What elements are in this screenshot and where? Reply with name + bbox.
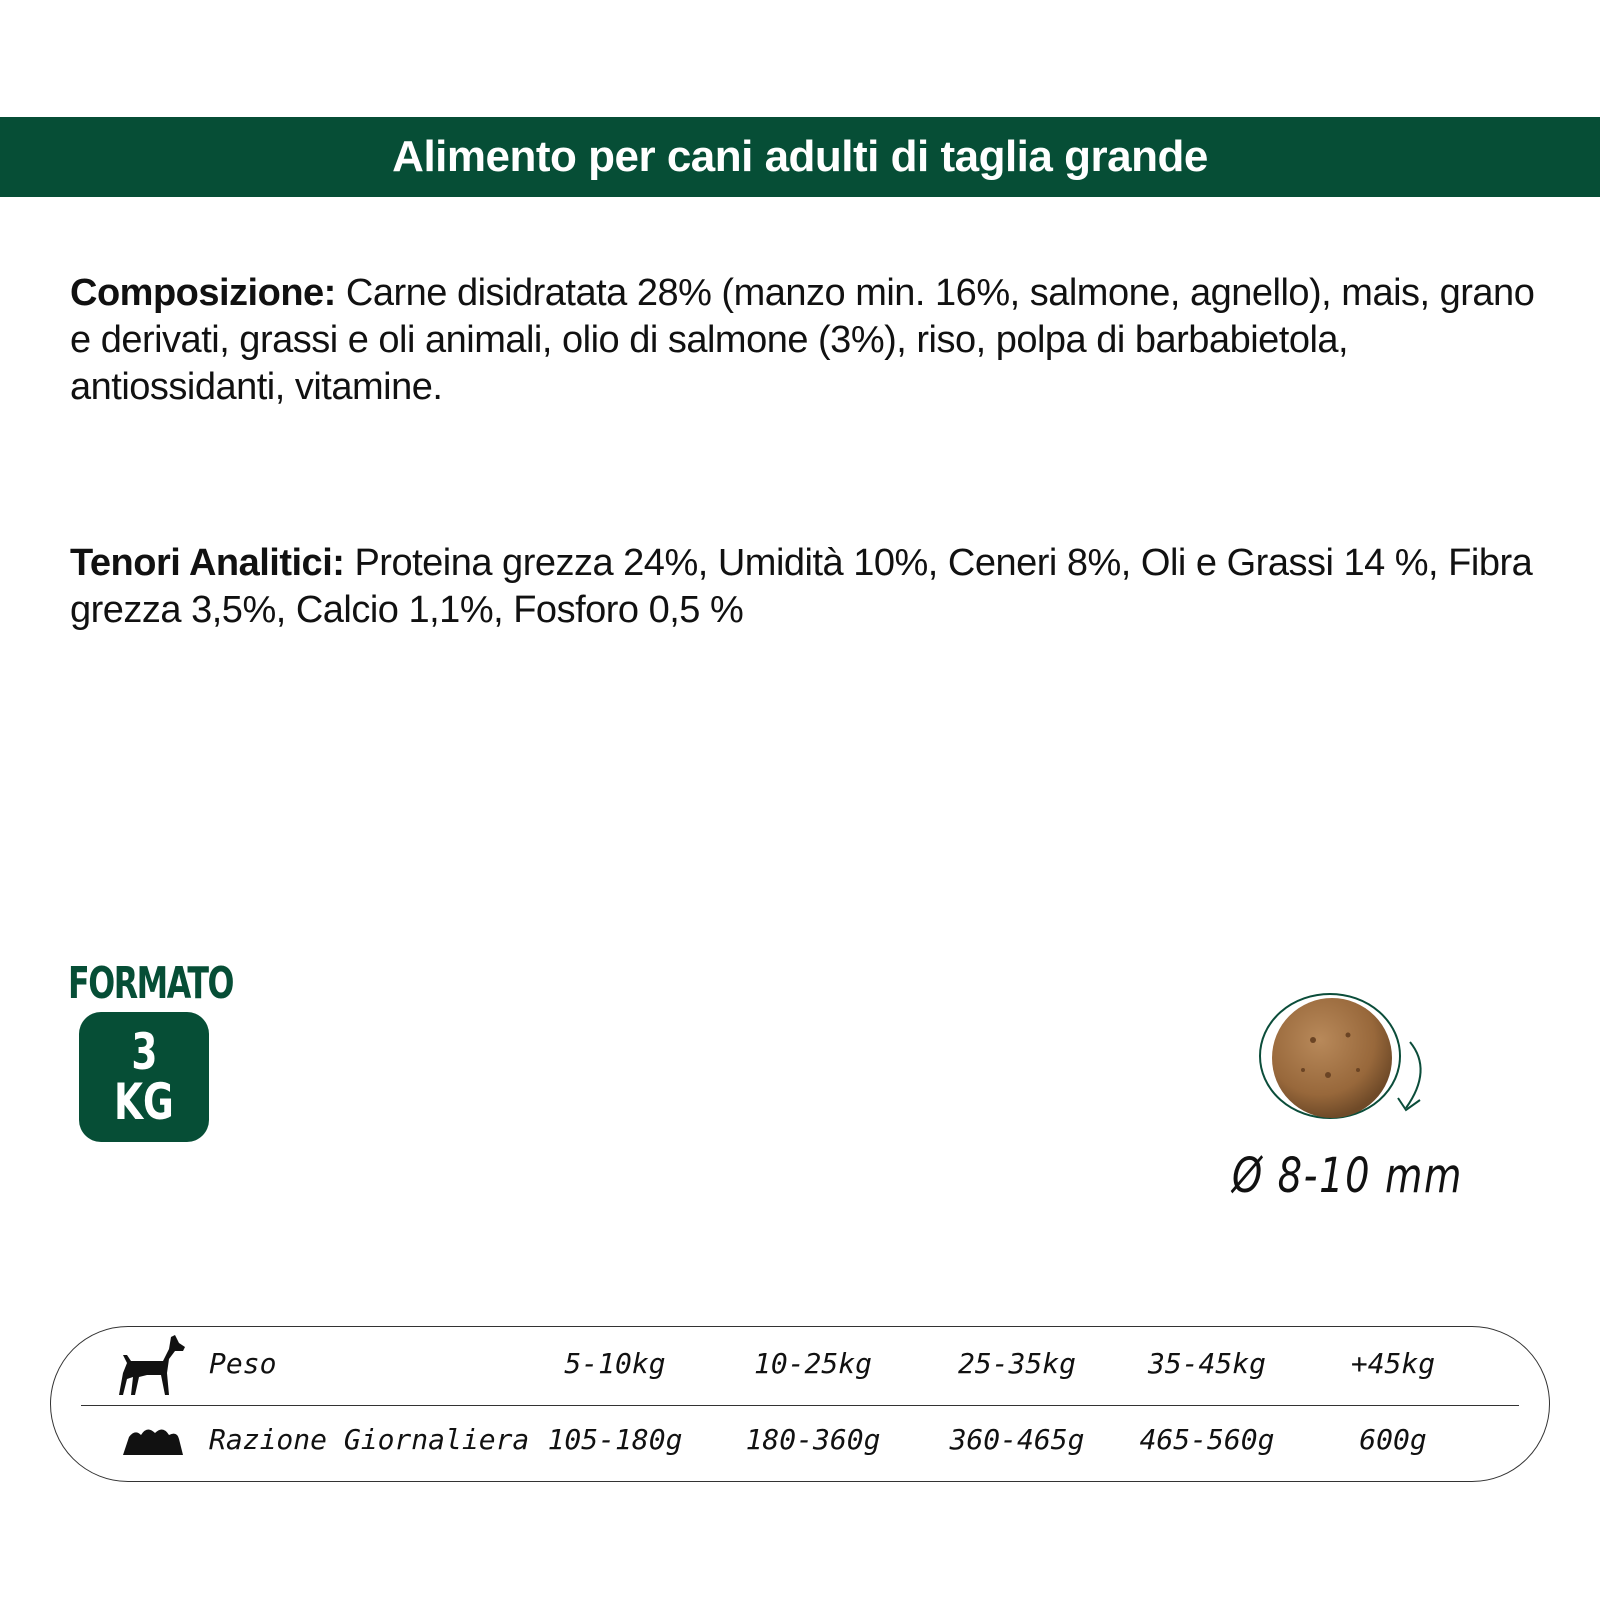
- ration-cell: 465-560g: [1139, 1423, 1275, 1456]
- weight-cell: 35-45kg: [1147, 1347, 1266, 1380]
- kibble-image: [1258, 990, 1448, 1140]
- ration-row-label: Razione Giornaliera: [209, 1423, 530, 1456]
- page-title: Alimento per cani adulti di taglia grande: [392, 132, 1208, 181]
- ration-cell: 105-180g: [547, 1423, 683, 1456]
- formato-value: 3: [130, 1023, 158, 1081]
- weight-cell: +45kg: [1350, 1347, 1436, 1380]
- header-banner: [0, 117, 1600, 197]
- formato-badge: [79, 1012, 209, 1142]
- ration-cell: 360-465g: [949, 1423, 1085, 1456]
- analytics-text: Proteina grezza 24%, Umidità 10%, Ceneri 8%, Oli e Grassi 14 %, Fibra grezza 3,5%, Calcio 1,1%, Fosforo 0,5 %: [70, 542, 1533, 631]
- ration-cell: 600g: [1359, 1423, 1427, 1456]
- analytics-label: Tenori Analitici:: [70, 542, 345, 584]
- formato-unit: KG: [114, 1073, 174, 1131]
- kibble-size-label: Ø 8-10 mm: [1232, 1148, 1463, 1204]
- dog-icon: [117, 1333, 187, 1397]
- formato-label: FORMATO: [68, 958, 234, 1009]
- ration-cell: 180-360g: [745, 1423, 881, 1456]
- composition-text: Carne disidratata 28% (manzo min. 16%, salmone, agnello), mais, grano e derivati, grassi e oli animali, olio di salmone (3%), riso, polpa di barbabietola, antiossidanti, vitamine.: [70, 272, 1535, 408]
- feeding-table: [50, 1326, 1550, 1482]
- weight-cell: 10-25kg: [753, 1347, 872, 1380]
- weight-cell: 25-35kg: [957, 1347, 1076, 1380]
- composition-label: Composizione:: [70, 272, 336, 314]
- composition-section: [70, 270, 1540, 411]
- food-pile-icon: [121, 1423, 185, 1457]
- weight-cell: 5-10kg: [564, 1347, 666, 1380]
- weight-row-label: Peso: [209, 1347, 277, 1380]
- analytics-section: [70, 540, 1540, 634]
- table-divider: [81, 1405, 1519, 1406]
